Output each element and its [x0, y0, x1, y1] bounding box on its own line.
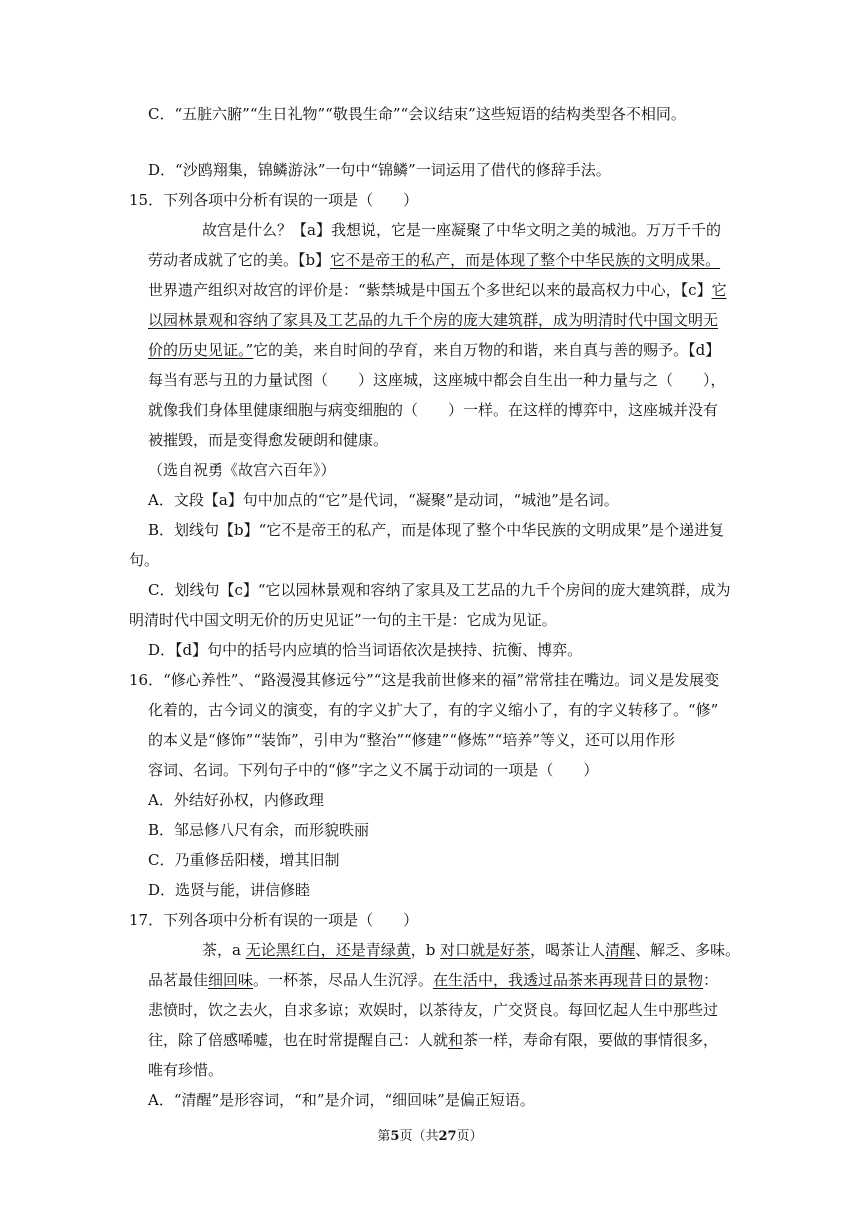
q17-passage-line: [148, 970, 718, 992]
passage-text: 世界遗产组织对故宫的评价是：“紫禁城是中国五个多世纪以来的最高权力中心，【c】: [148, 281, 712, 299]
underlined-sentence: 在生活中，我透过品茶来再现昔日的景物: [433, 971, 704, 989]
q15-option-b: B．划线句【b】“它不是帝王的私产，而是体现了整个中华民族的文明成果”是个递进复: [148, 521, 724, 539]
underlined-phrase-a: 无论黑红白，还是青绿黄: [245, 941, 411, 959]
q15-option-d: D．【d】句中的括号内应填的恰当词语依次是挟持、抗衡、博弈。: [148, 641, 583, 659]
page-number: 5: [390, 1129, 400, 1144]
underlined-word: 细回味: [208, 971, 254, 989]
q16-option-b: B．邹忌修八尺有余，而形貌昳丽: [148, 821, 370, 839]
q16-option-d: D．选贤与能，讲信修睦: [148, 881, 311, 899]
q15-option-a: A．文段【a】句中加点的“它”是代词，“凝聚”是动词，“城池”是名词。: [148, 491, 619, 509]
q15-option-c: 明清时代中国文明无价的历史见证”一句的主干是：它成为见证。: [129, 611, 557, 629]
q15-passage-line: 故宫是什么？【a】我想说，它是一座凝聚了中华文明之美的城池。万万千千的: [202, 221, 721, 239]
passage-text: 茶一样，寿命有限，要做的事情很多，: [463, 1031, 719, 1049]
passage-text: ，b: [410, 941, 441, 959]
q17-passage-line: [202, 940, 740, 962]
footer-text: 页（共: [399, 1129, 439, 1144]
underlined-sentence-c: 价的历史见证。”: [148, 341, 254, 359]
q15-passage-line: 被摧毁，而是变得愈发硬朗和健康。: [148, 431, 389, 449]
q16-stem: 容词、名词。下列句子中的“修”字之义不属于动词的一项是（ ）: [148, 761, 599, 779]
q16-stem: 化着的，古今词义的演变，有的字义扩大了，有的字义缩小了，有的字义转移了。“修”: [148, 701, 719, 719]
q17-passage-line: [148, 1030, 718, 1052]
q15-source: （选自祝勇《故宫六百年》）: [148, 461, 336, 479]
q15-option-b: 句。: [129, 551, 160, 569]
q15-passage-line: 就像我们身体里健康细胞与病变细胞的（ ）一样。在这样的博弈中，这座城并没有: [148, 401, 719, 419]
footer-text: 第: [377, 1129, 391, 1144]
q15-passage-line: [148, 340, 720, 362]
page-footer: [0, 1128, 860, 1146]
passage-text: ，喝茶让人: [530, 941, 606, 959]
q16-option-c: C．乃重修岳阳楼，增其旧制: [148, 851, 340, 869]
total-pages: 27: [438, 1129, 457, 1144]
underlined-word: 清醒: [605, 941, 636, 959]
q15-passage-line: [148, 310, 718, 332]
passage-text: ：: [703, 971, 719, 989]
passage-text: 它的美，来自时间的孕育，来自万物的和谐，来自真与善的赐予。【d】: [253, 341, 721, 359]
passage-text: 、解乏、多味。: [635, 941, 741, 959]
footer-text: 页）: [456, 1129, 483, 1144]
underlined-sentence-c: 它: [711, 281, 727, 299]
passage-text: 品茗最佳: [148, 971, 209, 989]
q14-option-d: D．“沙鸥翔集，锦鳞游泳”一句中“锦鳞”一词运用了借代的修辞手法。: [148, 161, 611, 179]
q15-passage-line: 每当有恶与丑的力量试图（ ）这座城，这座城中都会自生出一种力量与之（ ），: [148, 371, 726, 389]
underlined-word: 和: [448, 1031, 464, 1049]
underlined-sentence-b: 它不是帝王的私产，而是体现了整个中华民族的文明成果。: [330, 251, 721, 269]
q16-stem: 16．“修心养性”、“路漫漫其修远兮”“这是我前世修来的福”常常挂在嘴边。词义是发展变: [129, 671, 720, 689]
underlined-sentence-c: 以园林景观和容纳了家具及工艺品的九千个房的庞大建筑群，成为明清时代中国文明无: [148, 311, 719, 329]
q14-option-c: C．“五脏六腑”“生日礼物”“敬畏生命”“会议结束”这些短语的结构类型各不相同。: [148, 105, 686, 123]
passage-text: 劳动者成就了它的美。【b】: [148, 251, 331, 269]
q17-option-a: A．“清醒”是形容词，“和”是介词，“细回味”是偏正短语。: [148, 1091, 535, 1109]
q15-stem: 15．下列各项中分析有误的一项是（ ）: [129, 191, 419, 209]
q15-passage-line: [148, 250, 720, 272]
q15-passage-line: [148, 280, 727, 302]
passage-text: 往，除了倍感唏嘘，也在时常提醒自己：人就: [148, 1031, 449, 1049]
q16-stem: 的本义是“修饰”“装饰”，引申为“整治”“修建”“修炼”“培养”等义，还可以用作形: [148, 731, 676, 749]
q17-passage-line: 悲愤时，饮之去火，自求多谅；欢娱时，以茶待友，广交贤良。每回忆起人生中那些过: [148, 1001, 719, 1019]
q17-passage-line: 唯有珍惜。: [148, 1061, 224, 1079]
q17-stem: 17．下列各项中分析有误的一项是（ ）: [129, 911, 419, 929]
q15-option-c: C．划线句【c】“它以园林景观和容纳了家具及工艺品的九千个房间的庞大建筑群，成为: [148, 581, 731, 599]
underlined-phrase-b: 对口就是好茶: [440, 941, 531, 959]
q16-option-a: A．外结好孙权，内修政理: [148, 791, 324, 809]
passage-text: 茶，a: [202, 941, 246, 959]
passage-text: 。一杯茶，尽品人生沉浮。: [253, 971, 434, 989]
